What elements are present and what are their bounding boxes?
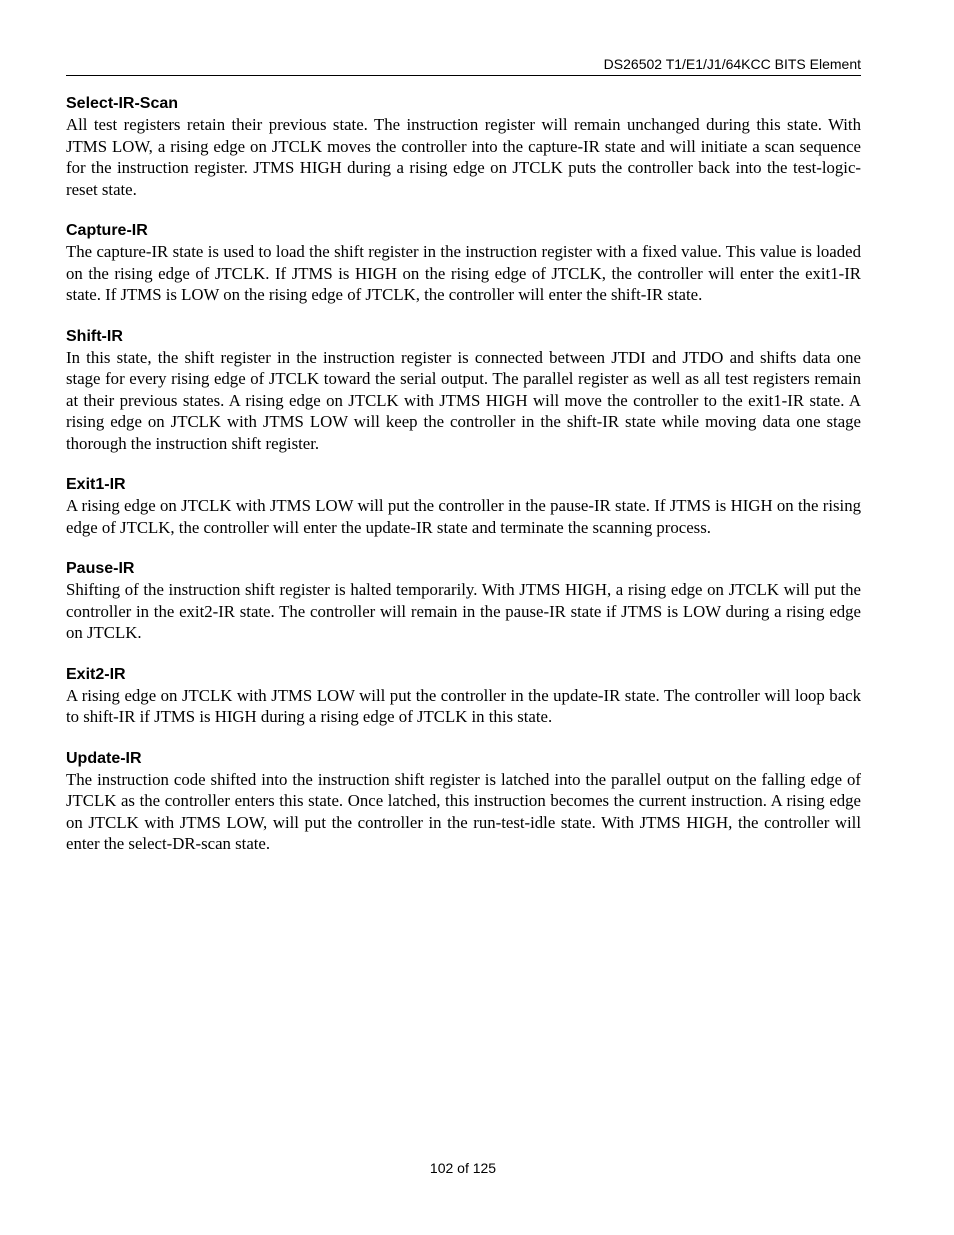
section-paragraph: The capture-IR state is used to load the shift register in the instruction register with a fixed value. This value is loaded on the rising edge of JTCLK. If JTMS is HIGH on the rising edge of JTCLK, the controller will enter the exit1-IR state. If JTMS is LOW on the rising edge of JTCLK, the controller will enter the shift-IR state. (66, 242, 861, 304)
section-paragraph: A rising edge on JTCLK with JTMS LOW will put the controller in the pause-IR state. If JTMS is HIGH on the rising edge of JTCLK, the controller will enter the update-IR state and terminate the scanning process. (66, 496, 861, 537)
section-paragraph: The instruction code shifted into the instruction shift register is latched into the parallel output on the falling edge of JTCLK as the controller enters this state. Once latched, this instruction becomes the current instruction. A rising edge on JTCLK with JTMS LOW, will put the controller in the run-test-idle state. With JTMS HIGH, the controller will enter the select-DR-scan state. (66, 769, 861, 853)
section-heading: Select-IR-Scan (66, 95, 179, 112)
section-shift-ir (66, 327, 861, 455)
page-header (66, 55, 861, 76)
section-exit2-ir (66, 665, 861, 728)
section-heading: Exit2-IR (66, 665, 126, 683)
section-paragraph: In this state, the shift register in the instruction register is connected between JTDI and JTDO and shifts data one stage for every rising edge of JTCLK toward the serial output. The parallel register as well as all test registers remain at their previous states. A rising edge on JTCLK with JTMS HIGH will move the controller to the exit1-IR state. A rising edge on JTCLK with JTMS LOW will keep the controller in the shift-IR state while moving data one stage thorough the instruction shift register. (66, 347, 861, 453)
section-heading: Capture-IR (66, 222, 148, 239)
section-pause-ir (66, 559, 861, 644)
section-heading: Pause-IR (66, 560, 135, 577)
section-heading: Update-IR (66, 749, 142, 767)
section-update-ir (66, 749, 861, 855)
page-number: 102 of 125 (429, 1160, 497, 1176)
section-exit1-ir (66, 475, 861, 538)
section-select-ir-scan (66, 94, 861, 200)
section-paragraph: A rising edge on JTCLK with JTMS LOW will put the controller in the update-IR state. The controller will loop back to shift-IR if JTMS is HIGH during a rising edge of JTCLK in this state. (66, 685, 861, 726)
section-paragraph: Shifting of the instruction shift register is halted temporarily. With JTMS HIGH, a rising edge on JTCLK will put the controller in the exit2-IR state. The controller will remain in the pause-IR state if JTMS is LOW during a rising edge on JTCLK. (66, 580, 861, 642)
section-paragraph: All test registers retain their previous state. The instruction register will remain unchanged during this state. With JTMS LOW, a rising edge on JTCLK moves the controller into the capture-IR state and will initiate a scan sequence for the instruction register. JTMS HIGH during a rising edge on JTCLK puts the controller back into the test-logic-reset state. (66, 115, 861, 199)
section-capture-ir (66, 221, 861, 306)
section-heading: Exit1-IR (66, 476, 126, 493)
section-heading: Shift-IR (66, 327, 123, 345)
document-title: DS26502 T1/E1/J1/64KCC BITS Element (603, 56, 861, 72)
page-footer (0, 1159, 926, 1177)
document-body (66, 94, 861, 876)
